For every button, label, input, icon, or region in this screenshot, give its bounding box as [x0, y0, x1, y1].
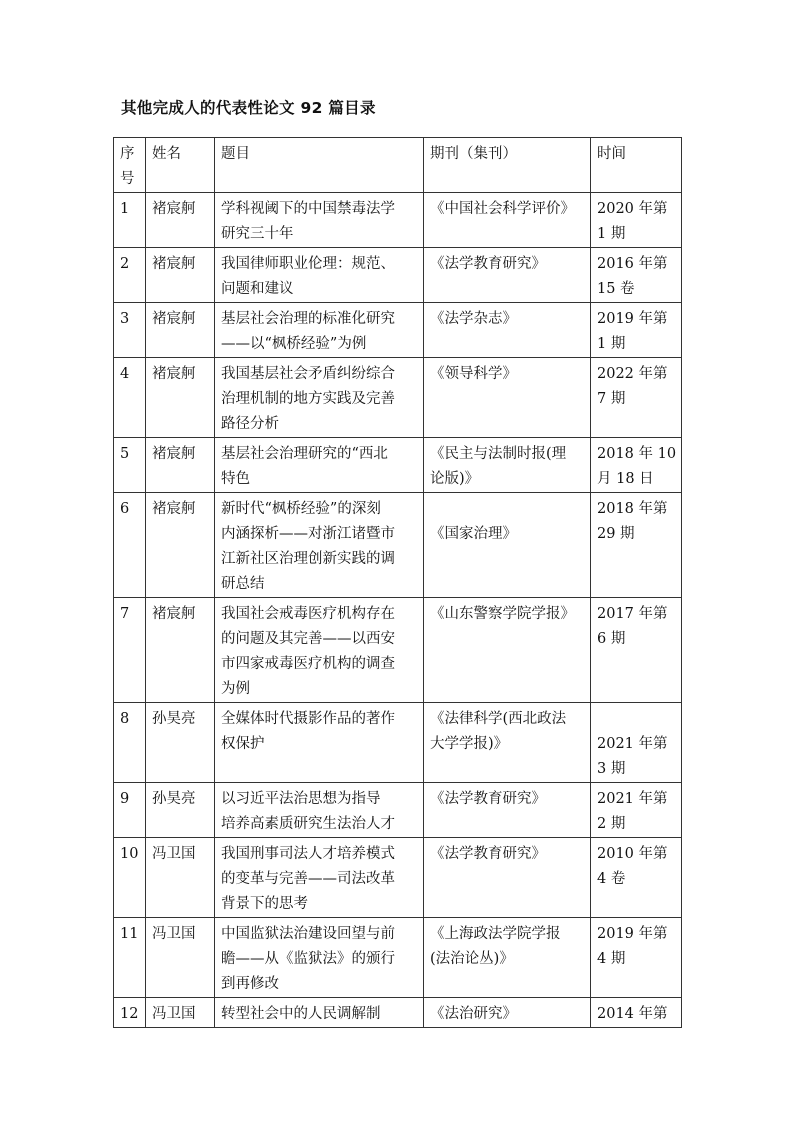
- table-row: [114, 438, 682, 493]
- table-row: [114, 248, 682, 303]
- cell-title: 学科视阈下的中国禁毒法学 研究三十年: [215, 193, 424, 248]
- table-row: [114, 783, 682, 838]
- table-row: [114, 598, 682, 703]
- cell-name: 褚宸舸: [146, 303, 215, 358]
- cell-journal: 《法学教育研究》: [424, 838, 591, 918]
- cell-time: 2021 年第 3 期: [591, 703, 682, 783]
- cell-name: 褚宸舸: [146, 438, 215, 493]
- cell-journal: 《山东警察学院学报》: [424, 598, 591, 703]
- table-row: [114, 998, 682, 1028]
- cell-no: 5: [114, 438, 146, 493]
- cell-name: 冯卫国: [146, 838, 215, 918]
- cell-no: 6: [114, 493, 146, 598]
- header-name: 姓名: [146, 138, 215, 193]
- cell-name: 褚宸舸: [146, 493, 215, 598]
- cell-journal: 《国家治理》: [424, 493, 591, 598]
- cell-journal: 《法学教育研究》: [424, 783, 591, 838]
- cell-no: 12: [114, 998, 146, 1028]
- cell-name: 褚宸舸: [146, 248, 215, 303]
- cell-title: 转型社会中的人民调解制: [215, 998, 424, 1028]
- cell-journal: 《上海政法学院学报 (法治论丛)》: [424, 918, 591, 998]
- table-row: [114, 918, 682, 998]
- header-journal: 期刊（集刊）: [424, 138, 591, 193]
- cell-no: 9: [114, 783, 146, 838]
- table-row: [114, 303, 682, 358]
- cell-no: 11: [114, 918, 146, 998]
- cell-time: 2021 年第 2 期: [591, 783, 682, 838]
- cell-no: 4: [114, 358, 146, 438]
- cell-time: 2017 年第 6 期: [591, 598, 682, 703]
- cell-journal: 《法学教育研究》: [424, 248, 591, 303]
- cell-time: 2020 年第 1 期: [591, 193, 682, 248]
- cell-no: 7: [114, 598, 146, 703]
- header-title: 题目: [215, 138, 424, 193]
- cell-journal: 《法治研究》: [424, 998, 591, 1028]
- cell-journal: 《中国社会科学评价》: [424, 193, 591, 248]
- cell-name: 孙昊亮: [146, 703, 215, 783]
- cell-title: 全媒体时代摄影作品的著作 权保护: [215, 703, 424, 783]
- cell-title: 基层社会治理的标准化研究 ——以“枫桥经验”为例: [215, 303, 424, 358]
- table-row: [114, 703, 682, 783]
- cell-time: 2018 年 10 月 18 日: [591, 438, 682, 493]
- cell-title: 中国监狱法治建设回望与前 瞻——从《监狱法》的颁行 到再修改: [215, 918, 424, 998]
- cell-name: 褚宸舸: [146, 598, 215, 703]
- table-row: [114, 358, 682, 438]
- cell-time: 2019 年第 1 期: [591, 303, 682, 358]
- cell-title: 我国基层社会矛盾纠纷综合 治理机制的地方实践及完善 路径分析: [215, 358, 424, 438]
- header-no: 序 号: [114, 138, 146, 193]
- cell-title: 新时代“枫桥经验”的深刻 内涵探析——对浙江诸暨市 江新社区治理创新实践的调 研总结: [215, 493, 424, 598]
- cell-name: 褚宸舸: [146, 358, 215, 438]
- cell-title: 基层社会治理研究的“西北 特色: [215, 438, 424, 493]
- cell-name: 孙昊亮: [146, 783, 215, 838]
- cell-no: 10: [114, 838, 146, 918]
- cell-time: 2018 年第 29 期: [591, 493, 682, 598]
- cell-title: 我国社会戒毒医疗机构存在 的问题及其完善——以西安 市四家戒毒医疗机构的调查 为例: [215, 598, 424, 703]
- table-row: [114, 193, 682, 248]
- cell-no: 3: [114, 303, 146, 358]
- cell-journal: 《法学杂志》: [424, 303, 591, 358]
- table-row: [114, 493, 682, 598]
- cell-name: 褚宸舸: [146, 193, 215, 248]
- cell-no: 2: [114, 248, 146, 303]
- cell-time: 2019 年第 4 期: [591, 918, 682, 998]
- cell-title: 我国刑事司法人才培养模式 的变革与完善——司法改革 背景下的思考: [215, 838, 424, 918]
- page-title: 其他完成人的代表性论文 92 篇目录: [121, 99, 376, 117]
- cell-name: 冯卫国: [146, 918, 215, 998]
- cell-journal: 《民主与法制时报(理 论版)》: [424, 438, 591, 493]
- cell-journal: 《领导科学》: [424, 358, 591, 438]
- cell-time: 2016 年第 15 卷: [591, 248, 682, 303]
- table-header-row: [114, 138, 682, 193]
- cell-title: 我国律师职业伦理：规范、 问题和建议: [215, 248, 424, 303]
- cell-title: 以习近平法治思想为指导 培养高素质研究生法治人才: [215, 783, 424, 838]
- cell-time: 2010 年第 4 卷: [591, 838, 682, 918]
- cell-time: 2014 年第: [591, 998, 682, 1028]
- header-time: 时间: [591, 138, 682, 193]
- table-row: [114, 838, 682, 918]
- papers-table: [113, 137, 682, 1028]
- cell-name: 冯卫国: [146, 998, 215, 1028]
- cell-time: 2022 年第 7 期: [591, 358, 682, 438]
- cell-no: 1: [114, 193, 146, 248]
- cell-no: 8: [114, 703, 146, 783]
- cell-journal: 《法律科学(西北政法 大学学报)》: [424, 703, 591, 783]
